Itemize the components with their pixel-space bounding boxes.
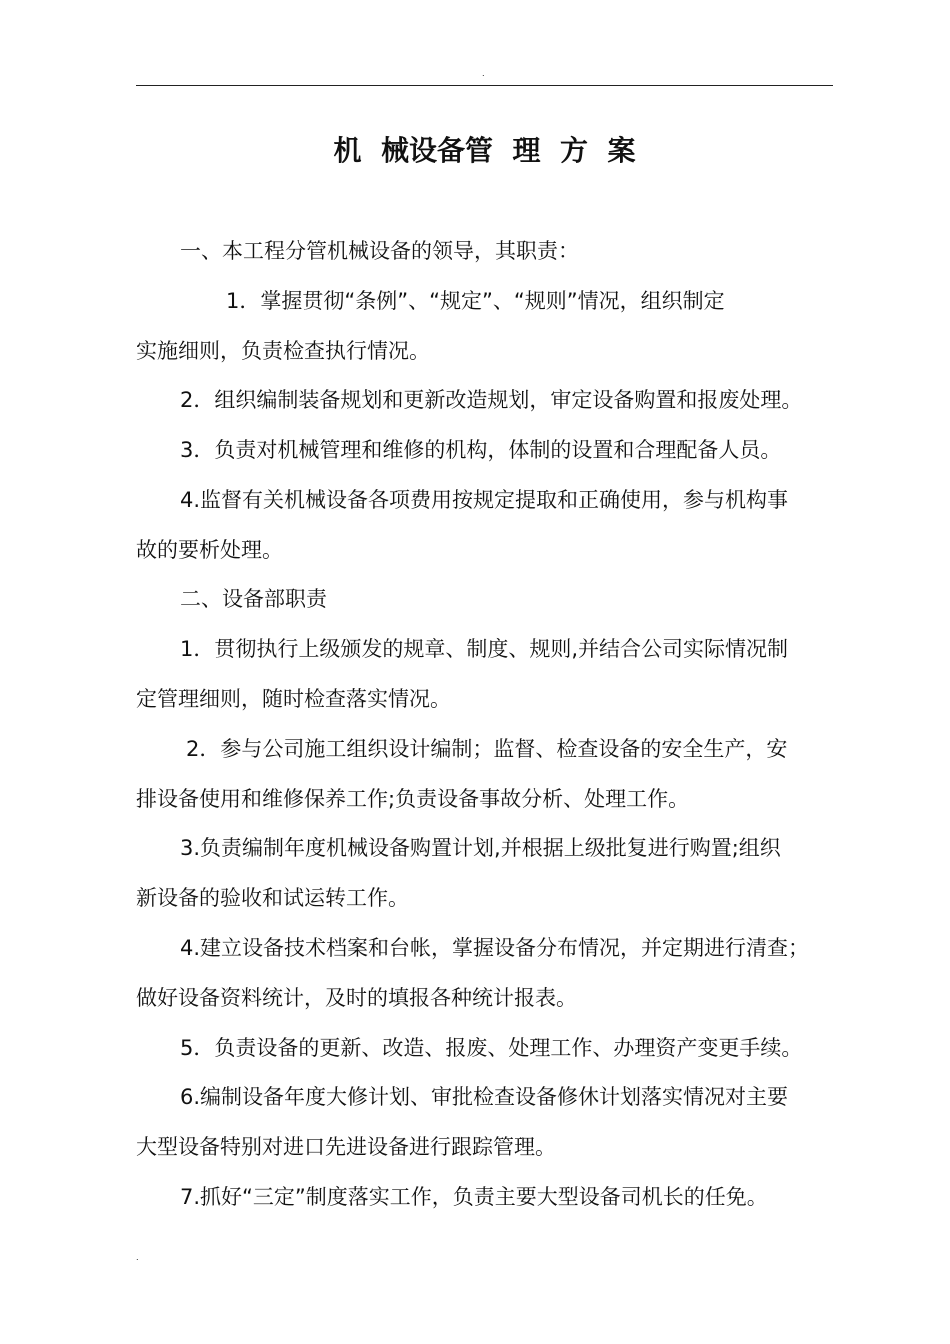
paragraph-line: 1．掌握贯彻“条例”、“规定”、“规则”情况，组织制定 xyxy=(226,289,725,313)
paragraph-line: 3．负责对机械管理和维修的机构，体制的设置和合理配备人员。 xyxy=(180,438,782,462)
paragraph-line: 7.抓好“三定”制度落实工作，负责主要大型设备司机长的任免。 xyxy=(180,1185,768,1209)
paragraph-line: 实施细则，负责检查执行情况。 xyxy=(136,339,430,363)
paragraph-line: 新设备的验收和试运转工作。 xyxy=(136,886,409,910)
paragraph-line: 5．负责设备的更新、改造、报废、处理工作、办理资产变更手续。 xyxy=(180,1036,803,1060)
section-heading-1: 一、本工程分管机械设备的领导，其职责： xyxy=(180,239,579,263)
paragraph-line: 做好设备资料统计，及时的填报各种统计报表。 xyxy=(136,986,577,1010)
document-title: 机 械设备管 理 方 案 xyxy=(333,134,636,167)
header-mark: . xyxy=(482,69,485,78)
paragraph-line: 4.监督有关机械设备各项费用按规定提取和正确使用，参与机构事 xyxy=(180,488,789,512)
paragraph-line: 定管理细则，随时检查落实情况。 xyxy=(136,687,451,711)
paragraph-line: 6.编制设备年度大修计划、审批检查设备修休计划落实情况对主要 xyxy=(180,1085,789,1109)
section-heading-2: 二、设备部职责 xyxy=(180,587,327,611)
paragraph-line: 2．参与公司施工组织设计编制；监督、检查设备的安全生产，安 xyxy=(186,737,788,761)
footer-mark: . xyxy=(136,1253,139,1262)
paragraph-line: 1．贯彻执行上级颁发的规章、制度、规则,并结合公司实际情况制 xyxy=(180,637,789,661)
paragraph-line: 排设备使用和维修保养工作;负责设备事故分析、处理工作。 xyxy=(136,787,690,811)
header-rule xyxy=(136,85,833,86)
paragraph-line: 3.负责编制年度机械设备购置计划,并根据上级批复进行购置;组织 xyxy=(180,836,781,860)
paragraph-line: 2．组织编制装备规划和更新改造规划，审定设备购置和报废处理。 xyxy=(180,388,803,412)
paragraph-line: 故的要析处理。 xyxy=(136,538,283,562)
paragraph-line: 4.建立设备技术档案和台帐，掌握设备分布情况，并定期进行清查； xyxy=(180,936,810,960)
paragraph-line: 大型设备特别对进口先进设备进行跟踪管理。 xyxy=(136,1135,556,1159)
